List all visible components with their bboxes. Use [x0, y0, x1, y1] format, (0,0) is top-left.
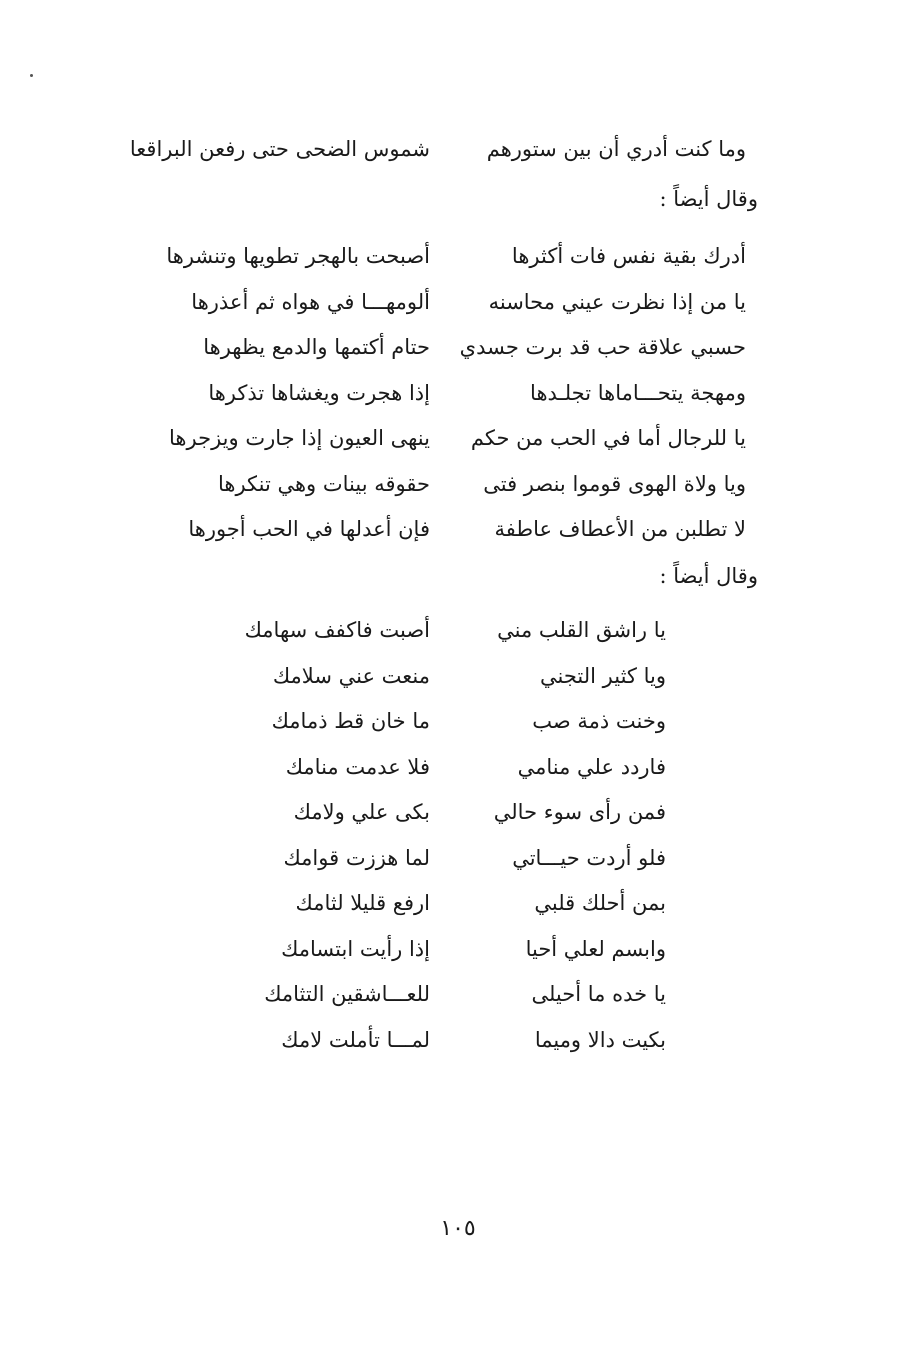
- verse-row: [0, 753, 916, 799]
- verse-first-hemistich: فاردد علي منامي: [517, 754, 666, 779]
- verse-first-hemistich: فلو أردت حيـــاتي: [512, 845, 666, 870]
- verse-second-hemistich: فإن أعدلها في الحب أجورها: [188, 517, 430, 541]
- verse-second-hemistich: أصبت فاكفف سهامك: [244, 618, 430, 642]
- verse-row: [0, 662, 916, 708]
- verse-second-hemistich: للعـــاشقين التثامك: [264, 982, 430, 1006]
- verse-row: [0, 844, 916, 890]
- verse-first-hemistich: ويا ولاة الهوى قوموا بنصر فتى: [483, 471, 746, 496]
- intro-couplet-left: شموس الضحى حتى رفعن البراقعا: [129, 137, 430, 161]
- verse-row: [0, 333, 916, 379]
- verse-first-hemistich: لا تطلبن من الأعطاف عاطفة: [494, 517, 746, 541]
- verse-first-hemistich: فمن رأى سوء حالي: [493, 800, 666, 824]
- verse-row: [0, 379, 916, 425]
- verse-row: [0, 889, 916, 935]
- heading-2: وقال أيضاً :: [659, 564, 758, 588]
- verse-first-hemistich: يا راشق القلب مني: [497, 618, 666, 642]
- verse-row: [0, 707, 916, 753]
- verse-row: [0, 980, 916, 1026]
- verse-first-hemistich: يا من إذا نظرت عيني محاسنه: [488, 289, 746, 314]
- verse-second-hemistich: لما هززت قوامك: [283, 845, 430, 870]
- verse-second-hemistich: إذا هجرت ويغشاها تذكرها: [208, 380, 430, 405]
- verse-second-hemistich: حقوقه بينات وهي تنكرها: [217, 471, 430, 496]
- verse-second-hemistich: أصبحت بالهجر تطويها وتنشرها: [166, 244, 430, 268]
- verse-second-hemistich: منعت عني سلامك: [272, 663, 430, 688]
- verse-first-hemistich: يا خده ما أحيلى: [531, 982, 666, 1006]
- verse-second-hemistich: فلا عدمت منامك: [285, 754, 430, 779]
- verse-first-hemistich: وابسم لعلي أحيا: [525, 936, 666, 961]
- verse-row: [0, 616, 916, 662]
- verse-second-hemistich: ألومهـــا في هواه ثم أعذرها: [191, 289, 430, 314]
- verse-second-hemistich: ينهى العيون إذا جارت ويزجرها: [169, 426, 430, 450]
- verse-first-hemistich: أدرك بقية نفس فات أكثرها: [511, 244, 746, 268]
- heading-1: وقال أيضاً :: [659, 187, 758, 211]
- intro-couplet-right: وما كنت أدري أن بين ستورهم: [486, 137, 746, 161]
- verse-first-hemistich: وخنت ذمة صب: [532, 709, 666, 733]
- verse-second-hemistich: ارفع قليلا لثامك: [295, 891, 430, 915]
- verse-first-hemistich: بمن أحلك قلبي: [534, 891, 666, 915]
- verse-second-hemistich: لمـــا تأملت لامك: [281, 1027, 430, 1052]
- verse-first-hemistich: يا للرجال أما في الحب من حكم: [470, 426, 746, 450]
- verse-first-hemistich: ومهجة يتحـــاماها تجلـدها: [530, 380, 746, 405]
- verse-row: [0, 470, 916, 516]
- verse-row: [0, 1026, 916, 1072]
- verse-first-hemistich: ويا كثير التجني: [540, 663, 666, 688]
- page-number: ١٠٥: [440, 1216, 476, 1241]
- verse-first-hemistich: حسبي علاقة حب قد برت جسدي: [459, 335, 746, 359]
- verse-second-hemistich: ما خان قط ذمامك: [271, 709, 430, 733]
- verse-second-hemistich: إذا رأيت ابتسامك: [281, 936, 430, 961]
- verse-second-hemistich: حتام أكتمها والدمع يظهرها: [203, 335, 430, 359]
- verse-second-hemistich: بكى علي ولامك: [293, 800, 430, 824]
- intro-couplet: [0, 135, 916, 181]
- verse-row: [0, 242, 916, 288]
- verse-row: [0, 424, 916, 470]
- scan-speck: [30, 74, 33, 77]
- verse-row: [0, 515, 916, 561]
- verse-row: [0, 288, 916, 334]
- verse-first-hemistich: بكيت دالا وميما: [534, 1027, 666, 1052]
- verse-row: [0, 935, 916, 981]
- verse-row: [0, 798, 916, 844]
